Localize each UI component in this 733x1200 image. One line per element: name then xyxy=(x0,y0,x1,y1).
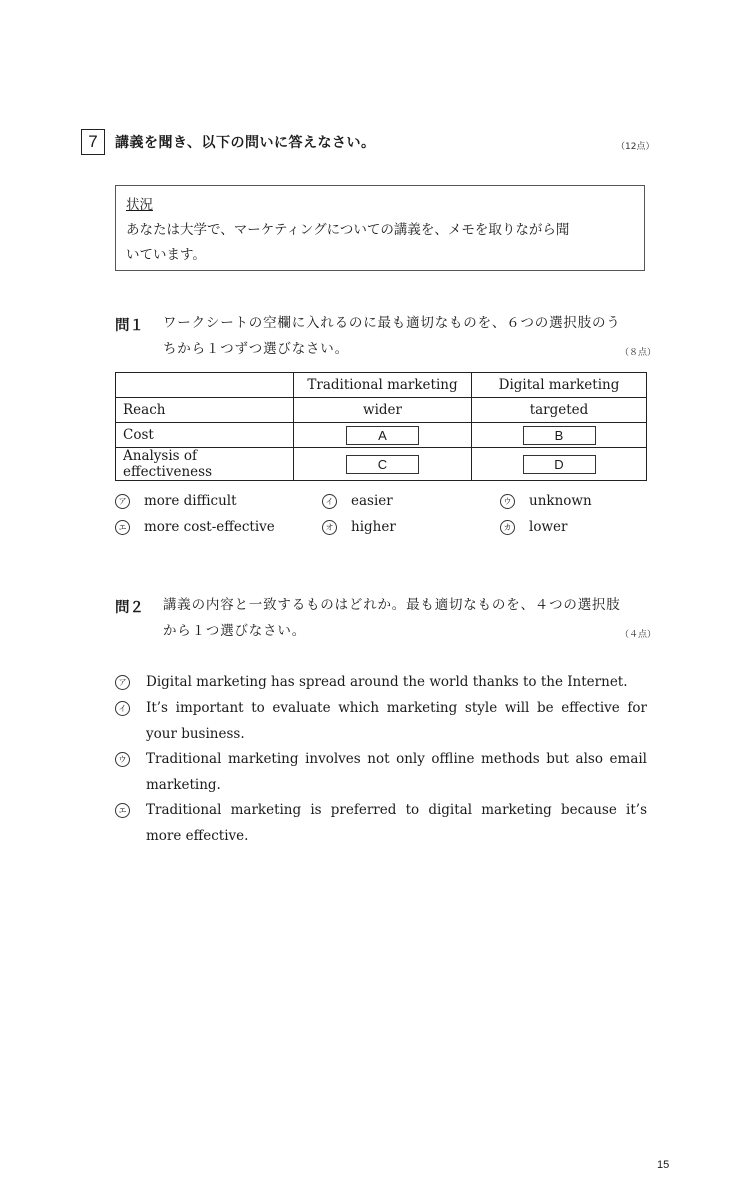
blank-a[interactable]: A xyxy=(346,426,419,445)
statement-text: It’s important to evaluate which marketing style will be effective for your business. xyxy=(146,700,647,742)
statement-text: Traditional marketing involves not only offline methods but also email marketing. xyxy=(146,751,647,793)
statement-text: Digital marketing has spread around the world thanks to the Internet. xyxy=(146,674,628,690)
table-header-digital: Digital marketing xyxy=(472,373,647,398)
option-mark: イ xyxy=(322,494,337,509)
option-i[interactable] xyxy=(322,493,393,509)
situation-heading: 状況 xyxy=(126,197,153,213)
option-mark: カ xyxy=(500,520,515,535)
cell-reach-digital: targeted xyxy=(472,398,647,423)
option-text: lower xyxy=(529,519,568,535)
option-u[interactable] xyxy=(500,493,592,509)
option-mark: ア xyxy=(115,494,130,509)
worksheet-table xyxy=(115,372,647,481)
statement-u[interactable] xyxy=(115,746,647,798)
cell-reach-traditional: wider xyxy=(294,398,472,423)
table-header-traditional: Traditional marketing xyxy=(294,373,472,398)
statement-mark: エ xyxy=(115,803,130,818)
blank-b[interactable]: B xyxy=(523,426,596,445)
q1-points: （８点） xyxy=(620,348,657,358)
statement-i[interactable] xyxy=(115,695,647,747)
blank-d[interactable]: D xyxy=(523,455,596,474)
table-header-empty xyxy=(116,373,294,398)
table-row xyxy=(116,448,647,481)
situation-text-line2: いています。 xyxy=(126,247,206,263)
statement-text: Traditional marketing is preferred to digital marketing because it’s more effective. xyxy=(146,802,647,844)
question-points: （12点） xyxy=(616,142,655,152)
row-label-reach: Reach xyxy=(116,398,294,423)
q2-points: （４点） xyxy=(620,630,657,640)
statement-e[interactable] xyxy=(115,797,647,849)
option-ka[interactable] xyxy=(500,519,567,535)
q1-text-line1: ワークシートの空欄に入れるのに最も適切なものを、６つの選択肢のう xyxy=(163,315,621,331)
situation-box xyxy=(115,185,645,271)
option-o[interactable] xyxy=(322,519,396,535)
option-text: more difficult xyxy=(144,493,237,509)
question-title: 講義を聞き、以下の問いに答えなさい。 xyxy=(115,135,376,151)
table-row xyxy=(116,398,647,423)
option-text: higher xyxy=(351,519,396,535)
page-number: 15 xyxy=(657,1159,670,1171)
option-mark: オ xyxy=(322,520,337,535)
row-label-analysis: Analysis of effectiveness xyxy=(116,448,294,481)
statement-mark: ア xyxy=(115,675,130,690)
question-number: 7 xyxy=(81,129,105,155)
option-text: unknown xyxy=(529,493,592,509)
q1-text-line2: ちから１つずつ選びなさい。 xyxy=(163,341,349,357)
statement-a[interactable] xyxy=(115,669,647,695)
q2-text-line2: から１つ選びなさい。 xyxy=(163,623,306,639)
option-text: more cost-effective xyxy=(144,519,275,535)
option-mark: エ xyxy=(115,520,130,535)
option-e[interactable] xyxy=(115,519,275,535)
situation-text-line1: あなたは大学で、マーケティングについての講義を、メモを取りながら聞 xyxy=(126,222,570,238)
blank-c[interactable]: C xyxy=(346,455,419,474)
table-row xyxy=(116,423,647,448)
table-header-row xyxy=(116,373,647,398)
option-text: easier xyxy=(351,493,393,509)
q2-label: 問２ xyxy=(115,600,144,616)
statement-mark: イ xyxy=(115,701,130,716)
row-label-cost: Cost xyxy=(116,423,294,448)
option-mark: ウ xyxy=(500,494,515,509)
q2-text-line1: 講義の内容と一致するものはどれか。最も適切なものを、４つの選択肢 xyxy=(163,597,621,613)
statement-mark: ウ xyxy=(115,752,130,767)
q1-label: 問１ xyxy=(115,318,144,334)
option-a[interactable] xyxy=(115,493,237,509)
